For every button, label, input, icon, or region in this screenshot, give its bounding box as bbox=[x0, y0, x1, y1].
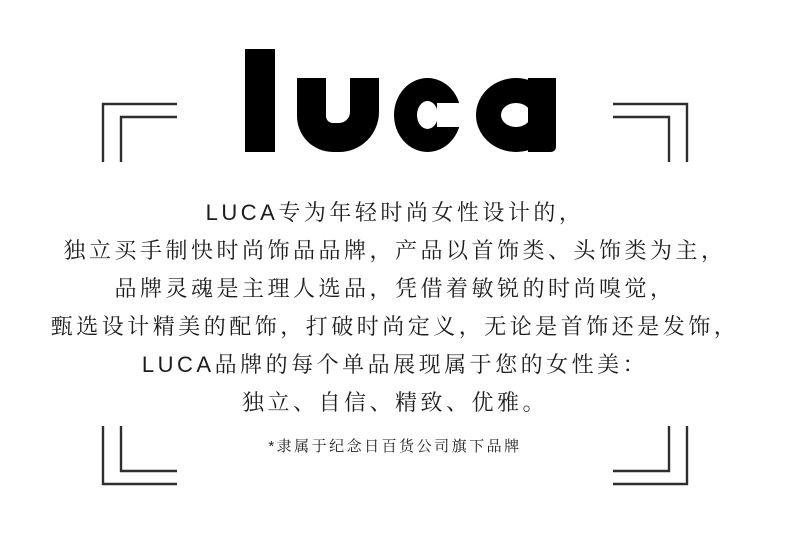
logo-letter-u-icon bbox=[297, 78, 379, 152]
logo-letter-l-icon bbox=[245, 49, 275, 152]
description-line-6: 独立、自信、精致、优雅。 bbox=[241, 390, 548, 415]
corner-bracket-top-right-icon bbox=[613, 102, 689, 162]
description-line-5: LUCA品牌的每个单品展现属于您的女性美： bbox=[141, 352, 649, 377]
letter-c-aperture bbox=[437, 103, 463, 127]
description-line-1: LUCA专为年轻时尚女性设计的， bbox=[205, 200, 585, 225]
brand-description bbox=[0, 194, 790, 422]
corner-bracket-top-left-icon bbox=[101, 102, 177, 162]
letter-a-stem bbox=[528, 78, 556, 152]
logo-letter-a-icon bbox=[476, 78, 556, 152]
description-line-3: 品牌灵魂是主理人选品，凭借着敏锐的时尚嗅觉， bbox=[114, 276, 676, 301]
footnote: *隶属于纪念日百货公司旗下品牌 bbox=[268, 438, 522, 455]
description-line-4: 甄选设计精美的配饰，打破时尚定义，无论是首饰还是发饰， bbox=[50, 314, 740, 339]
brand-logo-text bbox=[400, 151, 401, 152]
logo-letter-c-icon bbox=[394, 78, 461, 152]
description-line-2: 独立买手制快时尚饰品品牌，产品以首饰类、头饰类为主， bbox=[63, 238, 727, 263]
